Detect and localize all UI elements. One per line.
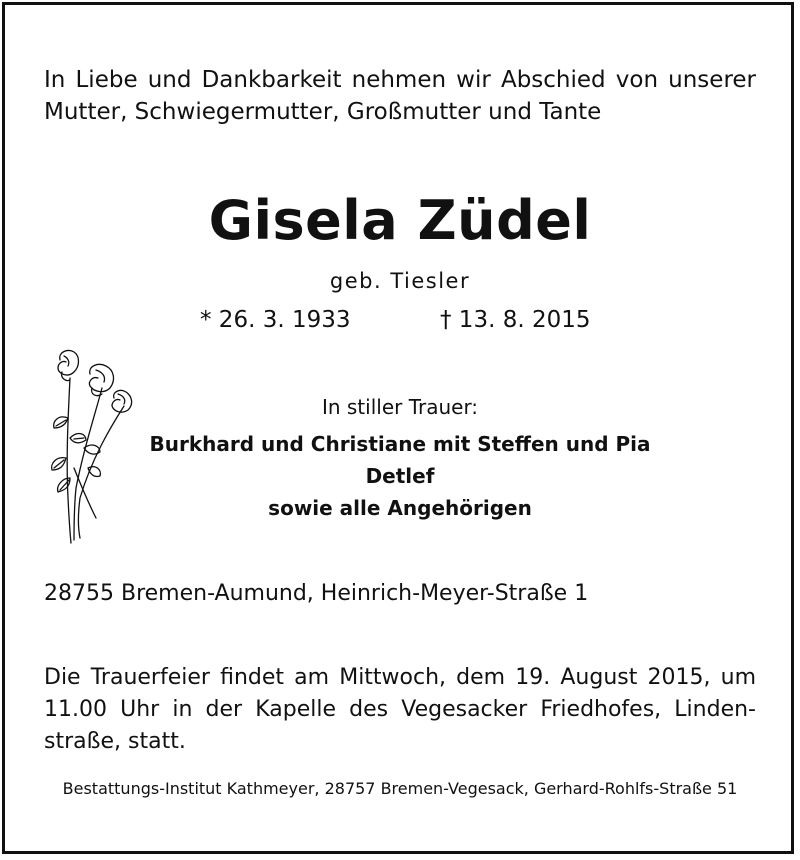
intro-line-1: In Liebe und Dankbarkeit nehmen wir Abschied von unserer [44,67,756,93]
deceased-name: Gisela Züdel [208,189,592,252]
birth-date: * 26. 3. 1933 [200,307,351,333]
death-date: † 13. 8. 2015 [440,307,591,333]
intro-text [44,64,756,128]
ceremony-line: 11.00 Uhr in der Kapelle des Vegesacker Friedhofes, Linden- [44,697,756,722]
ceremony-line: Die Trauerfeier findet am Mittwoch, dem 19. August 2015, um [44,665,756,690]
birth-name: geb. Tiesler [329,269,471,293]
undertaker-info: Bestattungs-Institut Kathmeyer, 28757 Bremen-Vegesack, Gerhard-Rohlfs-Straße 51 [62,779,738,798]
mourner-line: Detlef [365,464,435,488]
mourners-list [0,428,800,524]
mourner-line: Burkhard und Christiane mit Steffen und Pia [149,432,651,456]
intro-line-2: Mutter, Schwiegermutter, Großmutter und Tante [44,99,602,125]
address: 28755 Bremen-Aumund, Heinrich-Meyer-Straße 1 [44,581,589,606]
mourning-label: In stiller Trauer: [321,395,479,419]
ceremony-text [44,662,756,758]
ceremony-line: straße, statt. [44,729,186,754]
mourner-line: sowie alle Angehörigen [268,496,532,520]
